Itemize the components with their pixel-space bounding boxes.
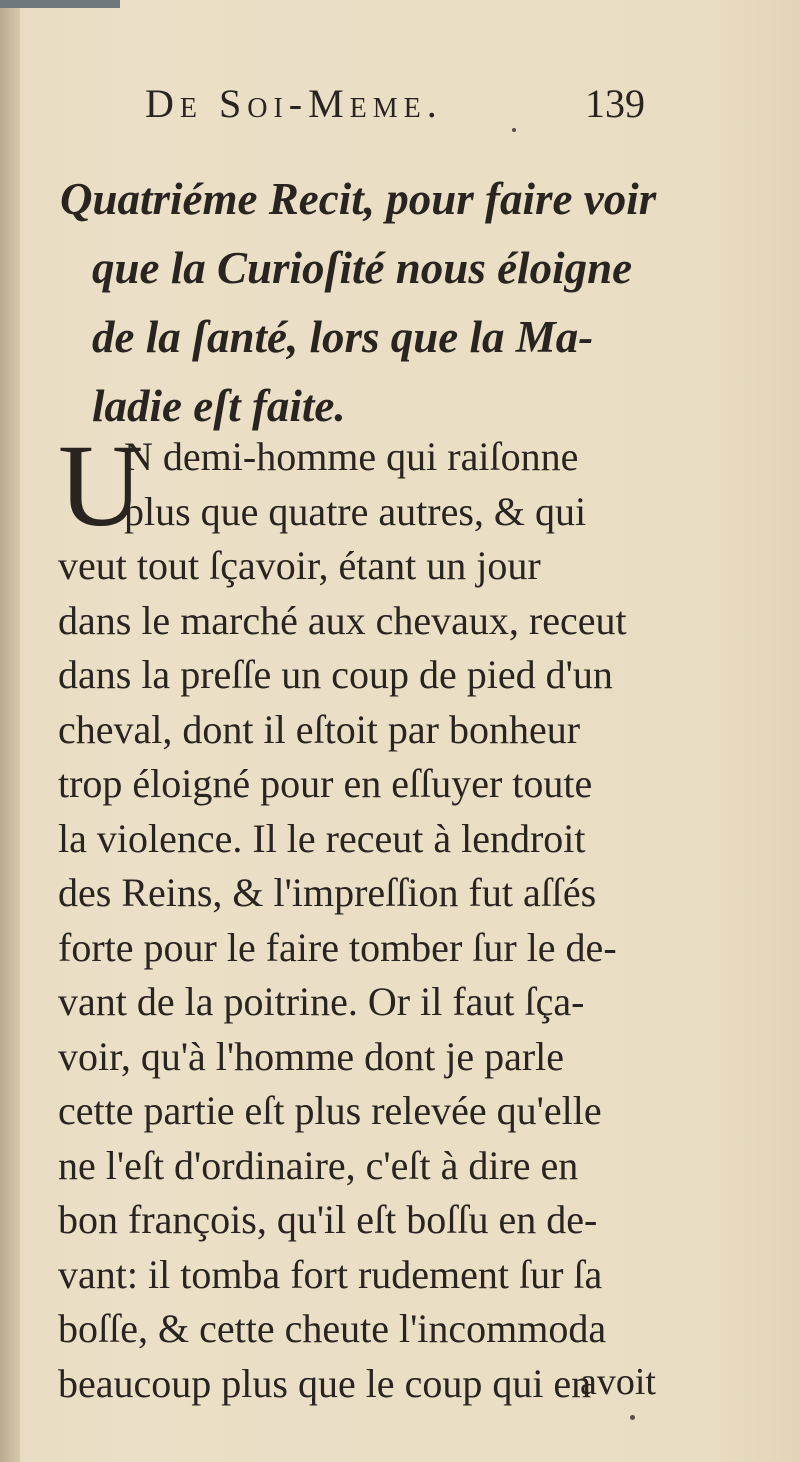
text-line: trop éloigné pour en eſſuyer toute <box>58 761 593 806</box>
title-line: ladie eſt faite. <box>92 381 346 431</box>
page-edge <box>0 0 120 8</box>
text-line: cheval, dont il eſtoit par bonheur <box>58 706 581 752</box>
text-line: des Reins, & l'impreſſion fut aſſés <box>58 870 597 915</box>
text-line: veut tout ſçavoir, étant un jour <box>58 543 541 588</box>
text-line: boſſe, & cette cheute l'incommoda <box>58 1306 607 1351</box>
section-title <box>60 165 657 441</box>
ink-speck <box>512 128 516 132</box>
text-line: dans le marché aux chevaux, receut <box>58 597 627 643</box>
text-line: N demi-homme qui raiſonne <box>124 434 579 479</box>
title-line: de la ſanté, lors que la Ma- <box>92 312 594 362</box>
text-line: vant: il tomba fort rudement ſur ſa <box>58 1251 603 1297</box>
book-spine <box>0 0 20 1462</box>
ink-speck <box>630 1415 635 1420</box>
title-line: que la Curioſité nous éloigne <box>92 243 633 293</box>
body-text <box>58 420 678 1411</box>
text-line: plus que quatre autres, & qui <box>124 488 587 534</box>
text-line: ne l'eſt d'ordinaire, c'eſt à dire en <box>58 1142 579 1188</box>
text-line: voir, qu'à l'homme dont je parle <box>58 1033 565 1079</box>
text-line: beaucoup plus que le coup qui en <box>58 1360 592 1406</box>
catchword: avoit <box>580 1361 656 1403</box>
text-line: dans la preſſe un coup de pied d'un <box>58 652 613 697</box>
text-line: la violence. Il le receut à lendroit <box>58 815 586 861</box>
text-line: bon françois, qu'il eſt boſſu en de- <box>58 1197 598 1242</box>
title-line: Quatriéme Recit, pour faire voir <box>60 174 657 224</box>
running-head: De Soi-Meme. <box>145 81 443 126</box>
page-header <box>145 80 665 140</box>
text-line: cette partie eſt plus relevée qu'elle <box>58 1088 602 1133</box>
page-number: 139 <box>585 81 645 126</box>
drop-cap: U <box>58 420 144 551</box>
text-line: forte pour le faire tomber ſur le de- <box>58 924 617 970</box>
text-line: vant de la poitrine. Or il faut ſça- <box>58 979 585 1024</box>
